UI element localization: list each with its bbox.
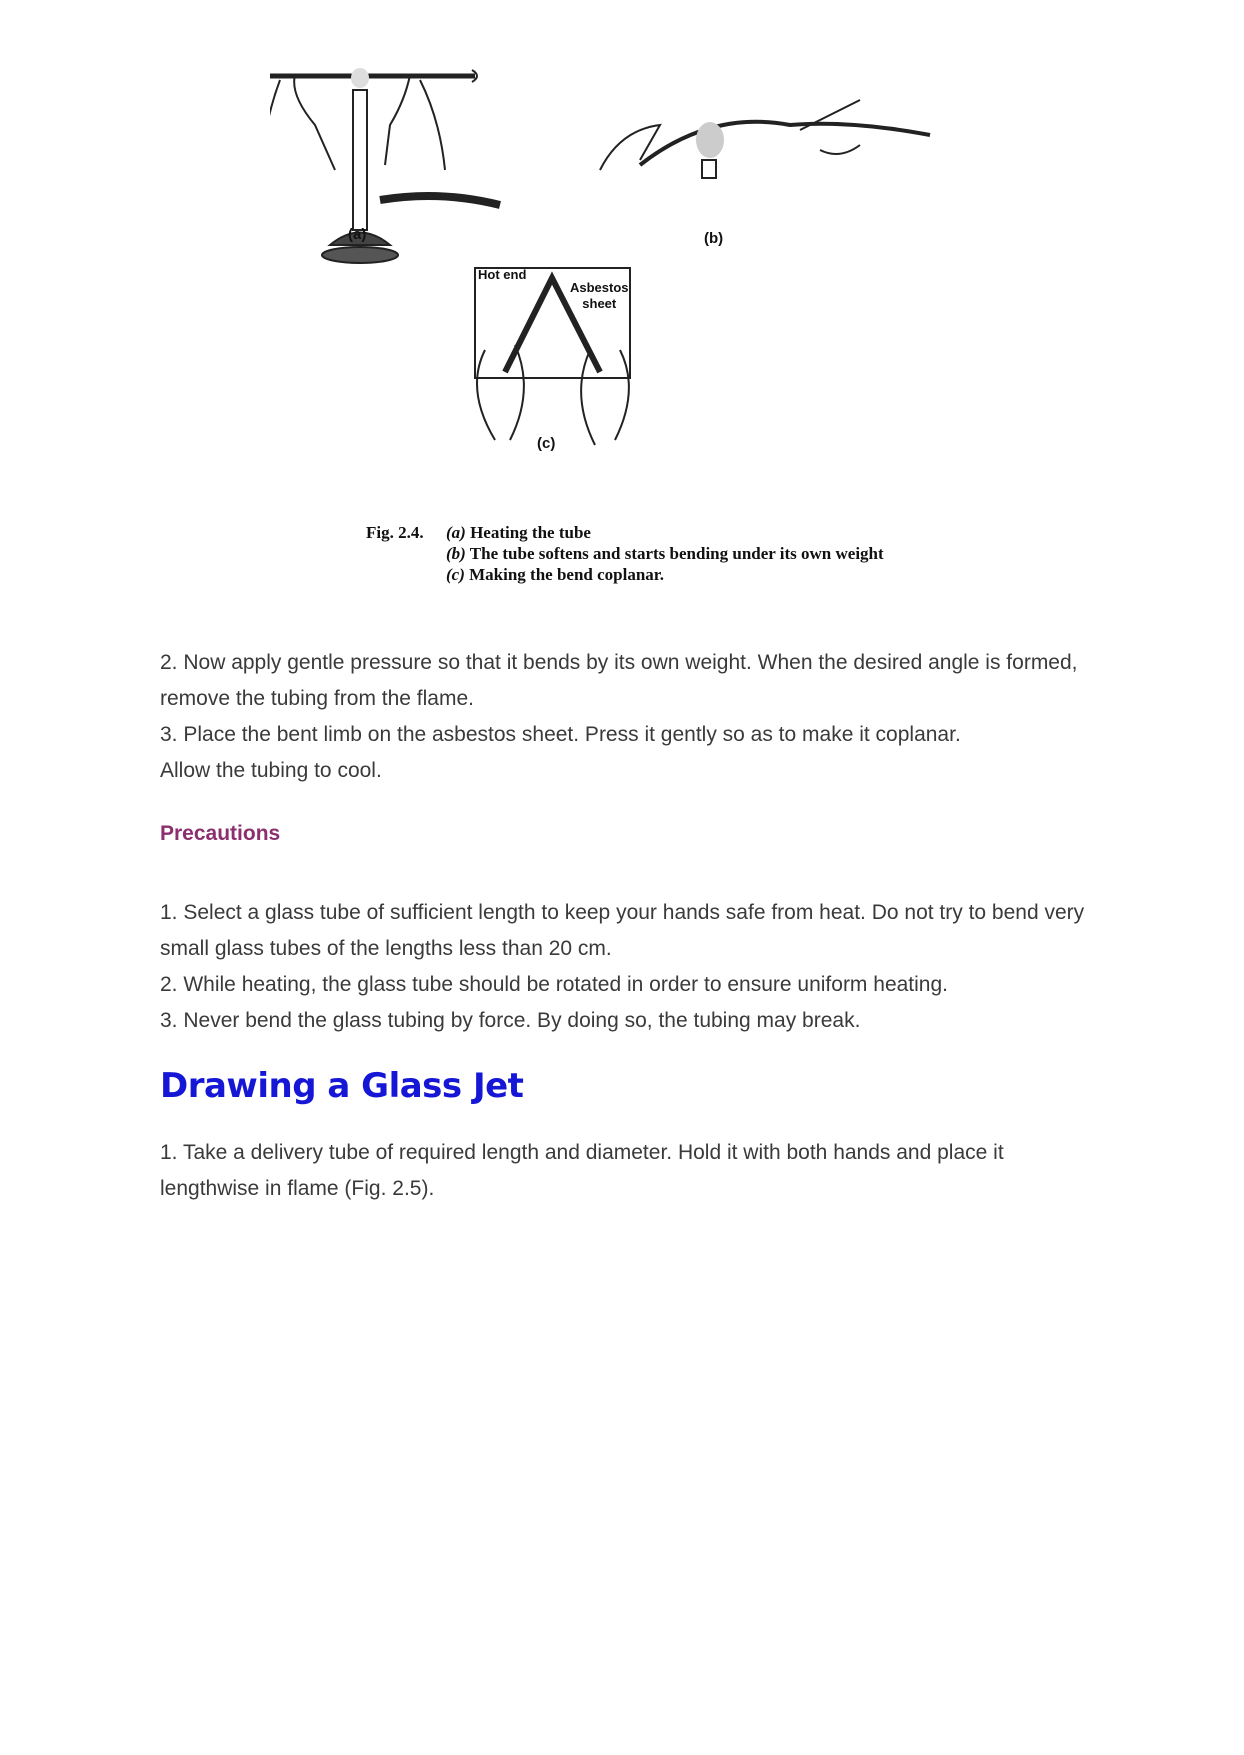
figure-2-4 [270, 50, 970, 610]
figure-label-b: (b) [704, 230, 724, 247]
step-2: 2. Now apply gentle pressure so that it bends by its own weight. When the desired angle is formed, remove the tubing from the flame. [160, 651, 1078, 710]
figure-label-a: (a) [348, 226, 367, 243]
precaution-item-1: 1. Select a glass tube of sufficient length to keep your hands safe from heat. Do not try to bend very small glass tubes of the lengths less than 20 cm. [160, 901, 1085, 960]
section-title-glass-jet: Drawing a Glass Jet [160, 1066, 524, 1106]
caption-line-c: (c) Making the bend coplanar. [446, 565, 665, 584]
glass-jet-step-1: 1. Take a delivery tube of required length and diameter. Hold it with both hands and place it lengthwise in flame (Fig. 2.5). [160, 1141, 1004, 1200]
caption-line-a: (a) Heating the tube [446, 523, 591, 542]
step-3-cont: Allow the tubing to cool. [160, 759, 382, 782]
precautions-heading: Precautions [160, 822, 281, 845]
figure-asbestos-line1: Asbestos [570, 280, 629, 295]
precautions-list [160, 895, 1100, 1039]
caption-lines [446, 522, 884, 585]
glass-jet-steps [160, 1135, 1100, 1207]
figure-asbestos-line2: sheet [582, 296, 617, 311]
caption-head: Fig. 2.4. [366, 523, 424, 542]
figure-hot-end-label: Hot end [478, 267, 527, 282]
precaution-item-2: 2. While heating, the glass tube should be rotated in order to ensure uniform heating. [160, 973, 948, 996]
bending-steps [160, 645, 1100, 789]
caption-line-b: (b) The tube softens and starts bending under its own weight [446, 544, 884, 563]
precaution-item-3: 3. Never bend the glass tubing by force. By doing so, the tubing may break. [160, 1009, 861, 1032]
figure-label-c: (c) [537, 435, 556, 452]
figure-asbestos-label [570, 280, 629, 312]
step-3: 3. Place the bent limb on the asbestos sheet. Press it gently so as to make it coplanar. [160, 723, 961, 746]
